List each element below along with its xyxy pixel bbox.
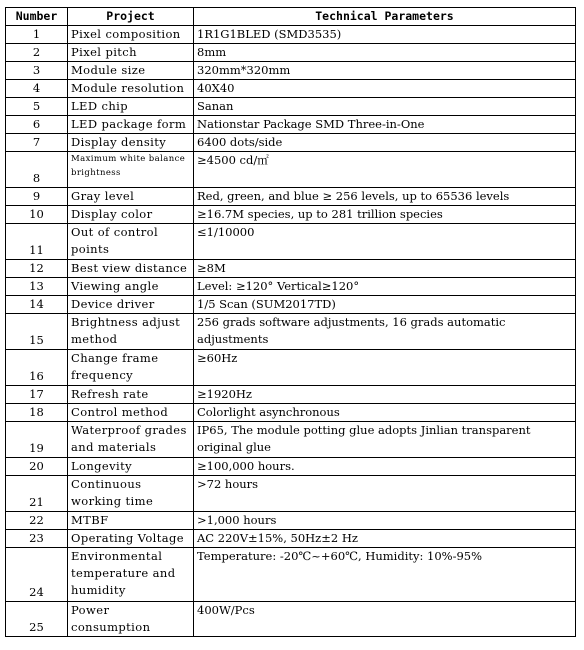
row-number: 7 [6, 134, 68, 152]
row-project: Continuous working time [68, 476, 194, 512]
row-number: 2 [6, 44, 68, 62]
row-project: Change frame frequency [68, 350, 194, 386]
row-number: 16 [6, 350, 68, 386]
row-parameter: 8mm [194, 44, 576, 62]
row-parameter: ≤1/10000 [194, 224, 576, 260]
row-project: Pixel composition [68, 26, 194, 44]
row-parameter: >72 hours [194, 476, 576, 512]
spec-table [5, 7, 576, 637]
row-number: 20 [6, 458, 68, 476]
row-project: Out of control points [68, 224, 194, 260]
table-row [6, 602, 576, 637]
row-project: LED chip [68, 98, 194, 116]
row-number: 4 [6, 80, 68, 98]
row-project: Device driver [68, 296, 194, 314]
table-row [6, 458, 576, 476]
row-parameter: ≥8M [194, 260, 576, 278]
row-number: 14 [6, 296, 68, 314]
row-parameter: 400W/Pcs [194, 602, 576, 637]
row-number: 12 [6, 260, 68, 278]
row-project [68, 152, 194, 188]
row-number: 13 [6, 278, 68, 296]
row-number: 21 [6, 476, 68, 512]
header-number: Number [6, 8, 68, 26]
table-row [6, 350, 576, 386]
table-row [6, 530, 576, 548]
header-row [6, 8, 576, 26]
table-row [6, 404, 576, 422]
table-row [6, 26, 576, 44]
table-row [6, 98, 576, 116]
row-number: 5 [6, 98, 68, 116]
table-row [6, 260, 576, 278]
row-project: Display density [68, 134, 194, 152]
row-number: 24 [6, 548, 68, 602]
header-parameters: Technical Parameters [194, 8, 576, 26]
row-project: Longevity [68, 458, 194, 476]
row-number: 15 [6, 314, 68, 350]
row-parameter: >1,000 hours [194, 512, 576, 530]
row-parameter: Level: ≥120° Vertical≥120° [194, 278, 576, 296]
table-row [6, 206, 576, 224]
row-project: MTBF [68, 512, 194, 530]
row-number: 19 [6, 422, 68, 458]
table-row [6, 224, 576, 260]
row-number: 9 [6, 188, 68, 206]
row-project: Environmental temperature and humidity [68, 548, 194, 602]
row-number: 11 [6, 224, 68, 260]
table-row [6, 80, 576, 98]
row-number: 18 [6, 404, 68, 422]
table-row [6, 386, 576, 404]
row-project: Display color [68, 206, 194, 224]
row-project: Brightness adjust method [68, 314, 194, 350]
row-parameter: ≥100,000 hours. [194, 458, 576, 476]
row-number: 10 [6, 206, 68, 224]
row-parameter: 320mm*320mm [194, 62, 576, 80]
header-project: Project [68, 8, 194, 26]
row-project: Power consumption [68, 602, 194, 637]
row-parameter: ≥60Hz [194, 350, 576, 386]
row-parameter: Colorlight asynchronous [194, 404, 576, 422]
table-row [6, 548, 576, 602]
row-parameter: 6400 dots/side [194, 134, 576, 152]
table-row [6, 512, 576, 530]
row-number: 8 [6, 152, 68, 188]
row-parameter: Red, green, and blue ≥ 256 levels, up to 65536 levels [194, 188, 576, 206]
table-row [6, 116, 576, 134]
row-parameter: 1R1G1BLED (SMD3535) [194, 26, 576, 44]
row-number: 22 [6, 512, 68, 530]
table-row [6, 44, 576, 62]
row-parameter: 256 grads software adjustments, 16 grads automatic adjustments [194, 314, 576, 350]
table-row [6, 278, 576, 296]
row-parameter: 1/5 Scan (SUM2017TD) [194, 296, 576, 314]
row-parameter: AC 220V±15%, 50Hz±2 Hz [194, 530, 576, 548]
row-project: Viewing angle [68, 278, 194, 296]
row-parameter: Sanan [194, 98, 576, 116]
table-row [6, 62, 576, 80]
spec-body [6, 26, 576, 637]
table-row [6, 422, 576, 458]
table-row [6, 476, 576, 512]
row-number: 25 [6, 602, 68, 637]
table-row [6, 134, 576, 152]
row-parameter: ≥4500 cd/㎡ [194, 152, 576, 188]
row-number: 6 [6, 116, 68, 134]
row-project: Module resolution [68, 80, 194, 98]
row-project: Pixel pitch [68, 44, 194, 62]
row-project: Refresh rate [68, 386, 194, 404]
row-project: Waterproof grades and materials [68, 422, 194, 458]
row-parameter: ≥16.7M species, up to 281 trillion species [194, 206, 576, 224]
row-parameter: IP65, The module potting glue adopts Jinlian transparent original glue [194, 422, 576, 458]
table-row [6, 152, 576, 188]
row-number: 23 [6, 530, 68, 548]
row-project: Module size [68, 62, 194, 80]
table-row [6, 296, 576, 314]
row-parameter: 40X40 [194, 80, 576, 98]
row-project: Control method [68, 404, 194, 422]
row-parameter: Nationstar Package SMD Three-in-One [194, 116, 576, 134]
row-number: 3 [6, 62, 68, 80]
row-parameter: ≥1920Hz [194, 386, 576, 404]
table-row [6, 314, 576, 350]
table-row [6, 188, 576, 206]
row-project: Gray level [68, 188, 194, 206]
row-number: 1 [6, 26, 68, 44]
row-project: Best view distance [68, 260, 194, 278]
row-parameter: Temperature: -20℃~+60℃, Humidity: 10%-95% [194, 548, 576, 602]
row-project: Operating Voltage [68, 530, 194, 548]
row-project: LED package form [68, 116, 194, 134]
row-project-label: Maximum white balance brightness [71, 154, 186, 178]
row-number: 17 [6, 386, 68, 404]
